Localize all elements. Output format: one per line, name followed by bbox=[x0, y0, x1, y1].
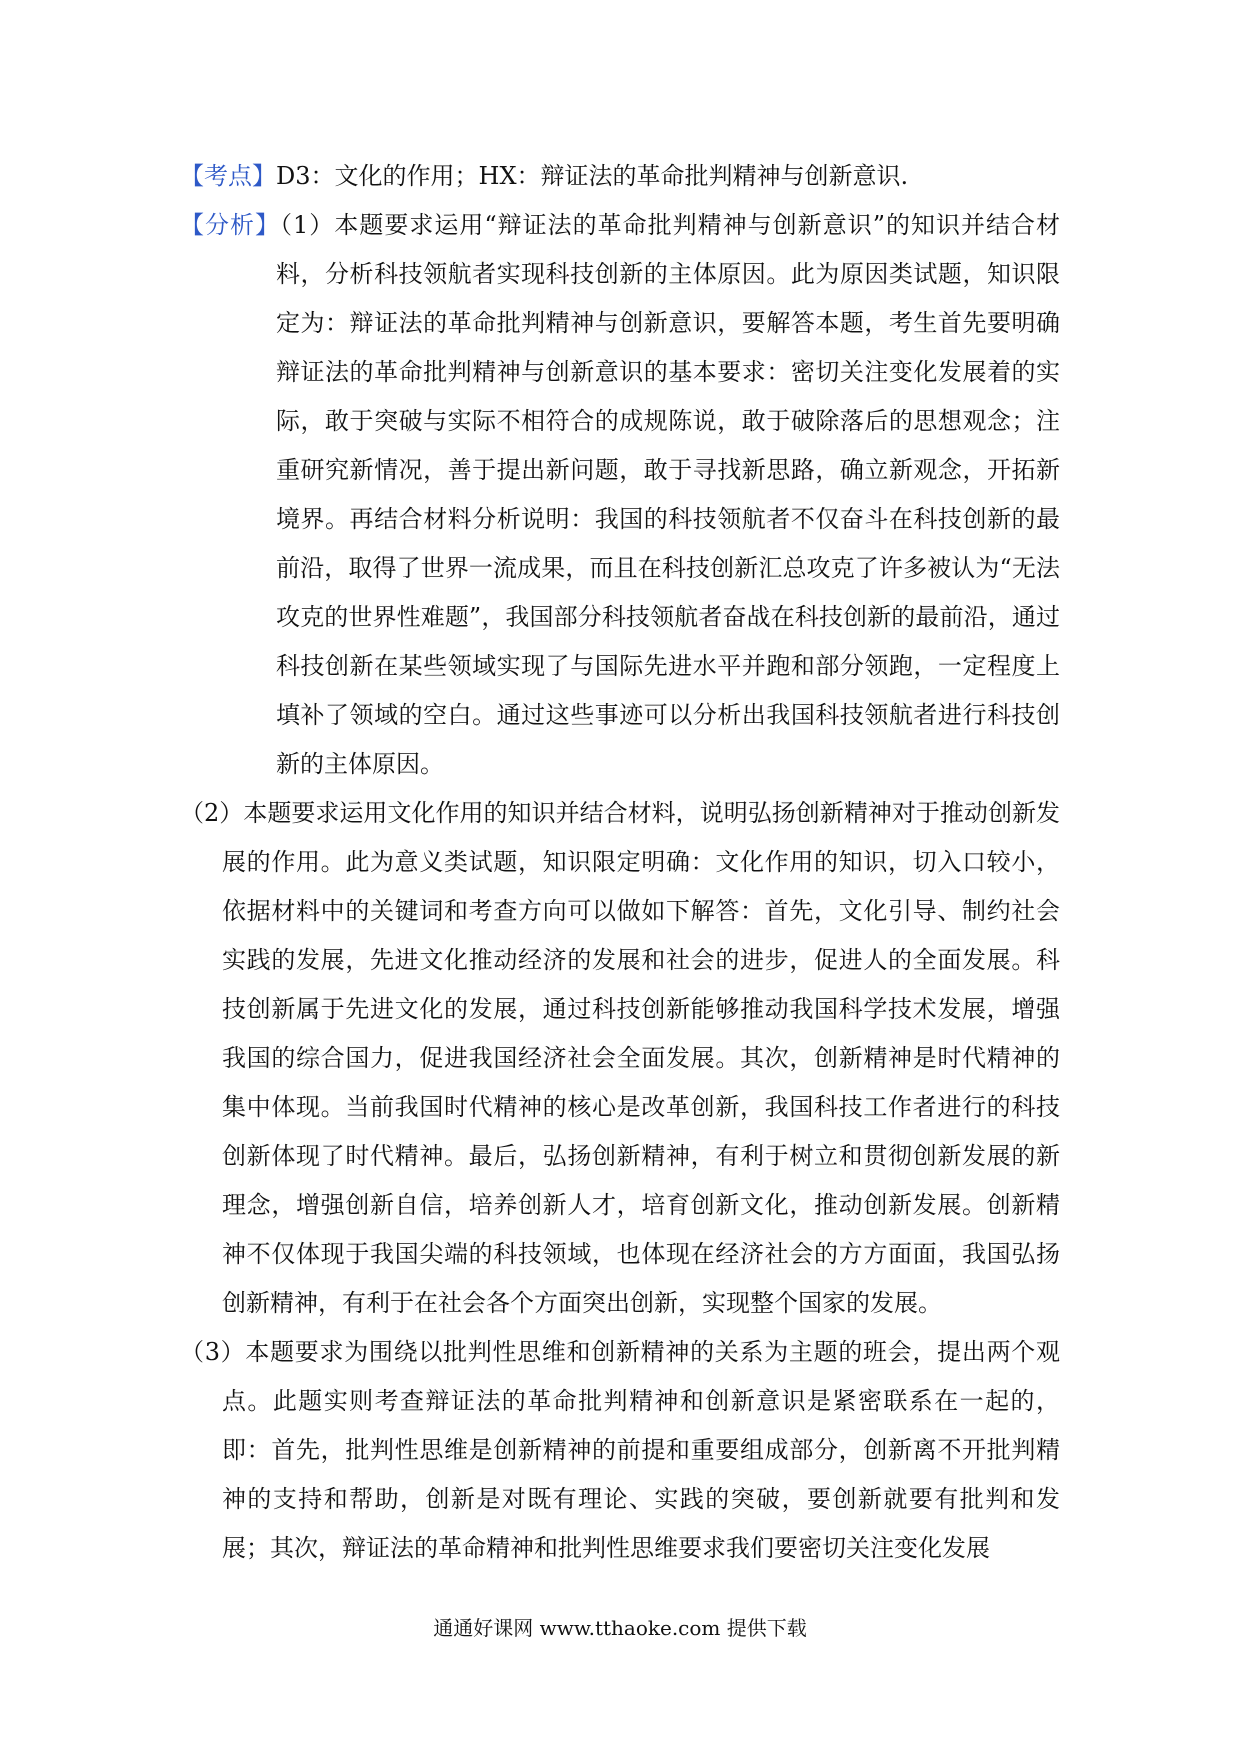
kaodian-text: D3：文化的作用；HX：辩证法的革命批判精神与创新意识. bbox=[276, 162, 909, 190]
fenxi-part1-text: （1）本题要求运用“辩证法的革命批判精神与创新意识”的知识并结合材料，分析科技领航者实现科技创新的主体原因。此为原因类试题，知识限定为：辩证法的革命批判精神与创新意识，要解答本题，考生首先要明确辩证法的革命批判精神与创新意识的基本要求：密切关注变化发展着的实际，敢于突破与实际不相符合的成规陈说，敢于破除落后的思想观念；注重研究新情况，善于提出新问题，敢于寻找新思路，确立新观念，开拓新境界。再结合材料分析说明：我国的科技领航者不仅奋斗在科技创新的最前沿，取得了世界一流成果，而且在科技创新汇总攻克了许多被认为“无法攻克的世界性难题”，我国部分科技领航者奋战在科技创新的最前沿，通过科技创新在某些领域实现了与国际先进水平并跑和部分领跑，一定程度上填补了领域的空白。通过这些事迹可以分析出我国科技领航者进行科技创新的主体原因。 bbox=[276, 211, 1061, 778]
fenxi-part3-text: （3）本题要求为围绕以批判性思维和创新精神的关系为主题的班会，提出两个观点。此题实则考查辩证法的革命批判精神和创新意识是紧密联系在一起的，即：首先，批判性思维是创新精神的前提和重要组成部分，创新离不开批判精神的支持和帮助，创新是对既有理论、实践的突破，要创新就要有批判和发展；其次，辩证法的革命精神和批判性思维要求我们要密切关注变化发展 bbox=[180, 1338, 1060, 1562]
fenxi-part2 bbox=[180, 789, 1060, 1328]
fenxi-tag: 【分析】 bbox=[180, 211, 281, 239]
answer-analysis bbox=[180, 152, 1060, 1573]
fenxi-part3 bbox=[180, 1328, 1060, 1573]
kaodian-tag: 【考点】 bbox=[180, 162, 276, 190]
kaodian-line bbox=[180, 152, 1060, 201]
fenxi-part1 bbox=[180, 201, 1060, 789]
page-footer: 通通好课网 www.tthaoke.com 提供下载 bbox=[433, 1616, 807, 1640]
fenxi-part2-text: （2）本题要求运用文化作用的知识并结合材料，说明弘扬创新精神对于推动创新发展的作用。此为意义类试题，知识限定明确：文化作用的知识，切入口较小，依据材料中的关键词和考查方向可以做如下解答：首先，文化引导、制约社会实践的发展，先进文化推动经济的发展和社会的进步，促进人的全面发展。科技创新属于先进文化的发展，通过科技创新能够推动我国科学技术发展，增强我国的综合国力，促进我国经济社会全面发展。其次，创新精神是时代精神的集中体现。当前我国时代精神的核心是改革创新，我国科技工作者进行的科技创新体现了时代精神。最后，弘扬创新精神，有利于树立和贯彻创新发展的新理念，增强创新自信，培养创新人才，培育创新文化，推动创新发展。创新精神不仅体现于我国尖端的科技领域，也体现在经济社会的方方面面，我国弘扬创新精神，有利于在社会各个方面突出创新，实现整个国家的发展。 bbox=[180, 799, 1060, 1317]
